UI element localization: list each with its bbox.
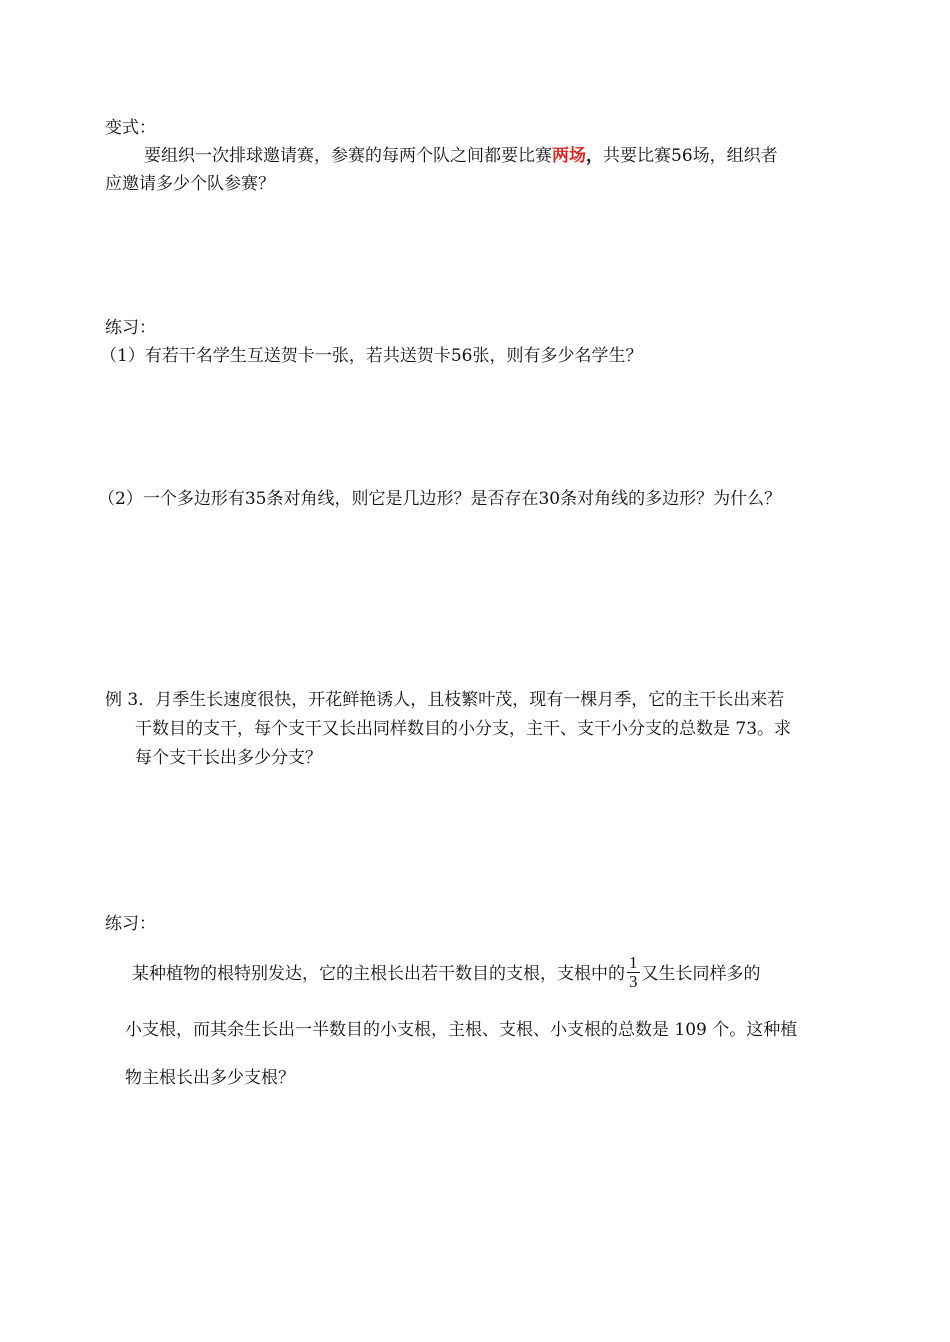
fraction-denominator: 3 bbox=[629, 972, 638, 991]
variant-highlight: 两场 bbox=[552, 146, 586, 166]
example3-line-2: 干数目的支干，每个支干又长出同样数目的小分支，主干、支干小分支的总数是 73。求 bbox=[135, 719, 792, 739]
example3-text-1: 月季生长速度很快，开花鲜艳诱人，且枝繁叶茂，现有一棵月季，它的主干长出来若 bbox=[155, 690, 785, 710]
practice1-question-1: （1）有若干名学生互送贺卡一张，若共送贺卡56张，则有多少名学生？ bbox=[100, 346, 643, 366]
variant-line-1 bbox=[144, 142, 778, 170]
example3-label: 例 3． bbox=[105, 690, 156, 710]
practice2-text-pre: 某种植物的根特别发达，它的主根长出若干数目的支根，支根中的 bbox=[132, 964, 625, 984]
practice2-text-post: 又生长同样多的 bbox=[641, 964, 761, 984]
practice2-line-3: 物主根长出多少支根？ bbox=[125, 1068, 295, 1088]
variant-heading: 变式： bbox=[105, 118, 156, 138]
practice2-line-1 bbox=[132, 954, 761, 994]
practice2-heading: 练习： bbox=[105, 914, 156, 934]
practice2-line-2: 小支根，而其余生长出一半数目的小支根，主根、支根、小支根的总数是 109 个。这种植 bbox=[125, 1020, 798, 1040]
practice1-heading: 练习： bbox=[105, 318, 156, 338]
variant-text-post: 共要比赛56场，组织者 bbox=[603, 146, 778, 166]
fraction-numerator: 1 bbox=[629, 953, 638, 972]
example3-line-3: 每个支干长出多少分支？ bbox=[135, 748, 322, 768]
fraction-one-third bbox=[627, 954, 640, 991]
example3-line-1 bbox=[105, 686, 784, 714]
variant-comma: ， bbox=[586, 146, 603, 166]
variant-line-2: 应邀请多少个队参赛？ bbox=[105, 174, 275, 194]
practice1-question-2: （2）一个多边形有35条对角线，则它是几边形？是否存在30条对角线的多边形？为什么？ bbox=[98, 489, 782, 509]
variant-text-pre: 要组织一次排球邀请赛，参赛的每两个队之间都要比赛 bbox=[144, 146, 552, 166]
